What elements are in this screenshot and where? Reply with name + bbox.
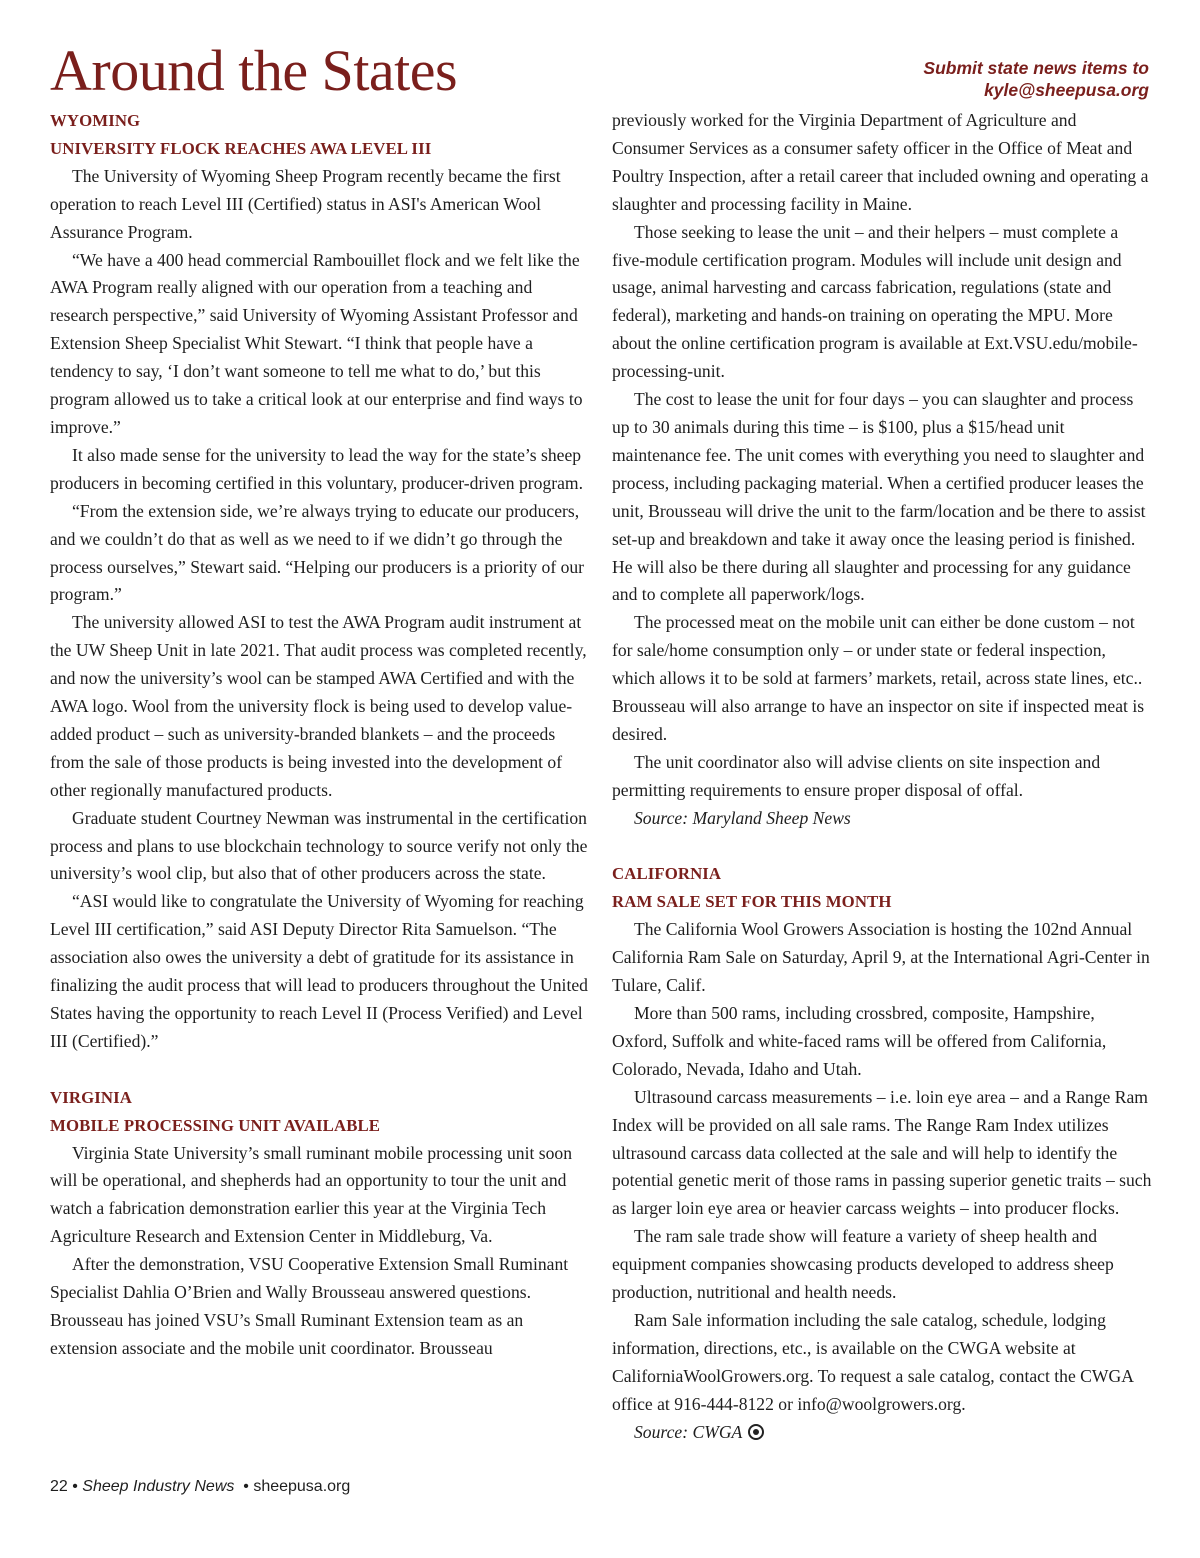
headline-california: RAM SALE SET FOR THIS MONTH: [612, 892, 892, 912]
publication-name: Sheep Industry News: [82, 1478, 235, 1495]
paragraph: The cost to lease the unit for four days – you can slaughter and process up to 30 animals during this time – is $100, plus a $15/head unit maintenance fee. The unit comes with everything you need to slaughter and process, including packaging material. When a certified producer leases the unit, Brousseau will drive the unit to the farm/location and be there to assist set-up and breakdown and take it away once the leasing period is finished. He will also be there during all slaughter and processing for any guidance and to complete all paperwork/logs.: [612, 389, 1146, 605]
paragraph: Graduate student Courtney Newman was instrumental in the certification process and plans to use blockchain technology to source verify not only the university’s wool clip, but also that of other producers across the state.: [50, 807, 588, 884]
headline-virginia: MOBILE PROCESSING UNIT AVAILABLE: [50, 1115, 381, 1135]
source-line: [612, 1419, 1152, 1447]
right-column: [612, 107, 1152, 1446]
paragraph: “From the extension side, we’re always trying to educate our producers, and we couldn’t do that as well as we need to if we didn’t go through the process ourselves,” Stewart said. “Helping our producers is a priority of our program.”: [50, 500, 585, 605]
paragraph: The California Wool Growers Association is hosting the 102nd Annual California Ram Sale on Saturday, April 9, at the International Agri-Center in Tulare, Calif.: [612, 919, 1150, 996]
end-mark-icon: [748, 1424, 764, 1440]
paragraph: After the demonstration, VSU Cooperative Extension Small Ruminant Specialist Dahlia O’Brien and Wally Brousseau answered questions. Brousseau has joined VSU’s Small Ruminant Extension team as an extension associate and the mobile unit coordinator. Brousseau: [50, 1254, 569, 1358]
state-heading-wyoming: WYOMING: [50, 111, 141, 130]
paragraph: It also made sense for the university to lead the way for the state’s sheep producers in becoming certified in this voluntary, producer-driven program.: [50, 444, 583, 493]
paragraph: The university allowed ASI to test the AWA Program audit instrument at the UW Sheep Unit in late 2021. That audit process was completed recently, and now the university’s wool can be stamped AWA Certified and with the AWA logo. Wool from the university flock is being used to develop value-added product – such as university-branded blankets – and the proceeds from the sale of those products is being invested into the development of other regionally manufactured products.: [50, 612, 587, 800]
paragraph: The unit coordinator also will advise clients on site inspection and permitting requirements to ensure proper disposal of offal.: [612, 751, 1101, 800]
page-number: 22: [50, 1478, 68, 1495]
state-heading-california: CALIFORNIA: [612, 864, 722, 884]
submit-email[interactable]: kyle@sheepusa.org: [984, 80, 1149, 100]
section-gap: [50, 1056, 590, 1084]
paragraph: The processed meat on the mobile unit can either be done custom – not for sale/home consumption only – or under state or federal inspection, which allows it to be sold at farmers’ markets, retail, across state lines, etc.. Brousseau will also arrange to have an inspector on site if inspected meat is desired.: [612, 612, 1145, 744]
left-column: [50, 107, 590, 1363]
headline-wyoming: UNIVERSITY FLOCK REACHES AWA LEVEL III: [50, 138, 432, 158]
source-text: Source: CWGA: [634, 1421, 743, 1442]
section-gap: [612, 833, 1152, 861]
paragraph: Ram Sale information including the sale catalog, schedule, lodging information, directions, etc., is available on the CWGA website at CaliforniaWoolGrowers.org. To request a sale catalog, contact the CWGA office at 916-444-8122 or info@woolgrowers.org.: [612, 1309, 1133, 1414]
submit-note-line: Submit state news items to: [923, 58, 1149, 78]
paragraph: “We have a 400 head commercial Rambouillet flock and we felt like the AWA Program really aligned with our operation from a teaching and research perspective,” said University of Wyoming Assistant Professor and Extension Sheep Specialist Whit Stewart. “I think that people have a tendency to say, ‘I don’t want someone to tell me what to do,’ but this program allowed us to take a critical look at our enterprise and find ways to improve.”: [50, 249, 583, 437]
website-link[interactable]: sheepusa.org: [253, 1478, 351, 1495]
paragraph: More than 500 rams, including crossbred, composite, Hampshire, Oxford, Suffolk and white-faced rams will be offered from California, Colorado, Nevada, Idaho and Utah.: [612, 1002, 1107, 1079]
page-title: Around the States: [50, 38, 458, 103]
paragraph: “ASI would like to congratulate the University of Wyoming for reaching Level III certification,” said ASI Deputy Director Rita Samuelson. “The association also owes the university a debt of gratitude for its assistance in finalizing the audit process that will lead to producers throughout the United States having the opportunity to reach Level II (Process Verified) and Level III (Certified).”: [50, 891, 588, 1051]
paragraph: Ultrasound carcass measurements – i.e. loin eye area – and a Range Ram Index will be provided on all sale rams. The Range Ram Index utilizes ultrasound carcass data collected at the sale and will help to identify the potential genetic merit of those rams in passing superior genetic traits – such as larger loin eye area or heavier carcass weights – into producer flocks.: [612, 1086, 1152, 1219]
paragraph: The University of Wyoming Sheep Program recently became the first operation to reach Level III (Certified) status in ASI's American Wool Assurance Program.: [50, 165, 561, 242]
page-footer: 22 • Sheep Industry News • sheepusa.org: [50, 1478, 351, 1495]
paragraph: Virginia State University’s small ruminant mobile processing unit soon will be operational, and shepherds had an opportunity to tour the unit and watch a fabrication demonstration earlier this year at the Virginia Tech Agriculture Research and Extension Center in Middleburg, Va.: [50, 1142, 572, 1247]
paragraph-continued: previously worked for the Virginia Department of Agriculture and Consumer Services as a consumer safety officer in the Office of Meat and Poultry Inspection, after a retail career that included owning and operating a slaughter and processing facility in Maine.: [612, 110, 1149, 214]
paragraph: Those seeking to lease the unit – and their helpers – must complete a five-module certification program. Modules will include unit design and usage, animal harvesting and carcass fabrication, regulations (state and federal), marketing and hands-on training on operating the MPU. More about the online certification program is available at Ext.VSU.edu/mobile-processing-unit.: [612, 221, 1138, 382]
paragraph: The ram sale trade show will feature a variety of sheep health and equipment companies showcasing products developed to address sheep production, nutritional and health needs.: [612, 1226, 1114, 1303]
state-heading-virginia: VIRGINIA: [50, 1087, 132, 1107]
submit-note: [923, 57, 1149, 101]
source-line: Source: Maryland Sheep News: [634, 807, 851, 828]
